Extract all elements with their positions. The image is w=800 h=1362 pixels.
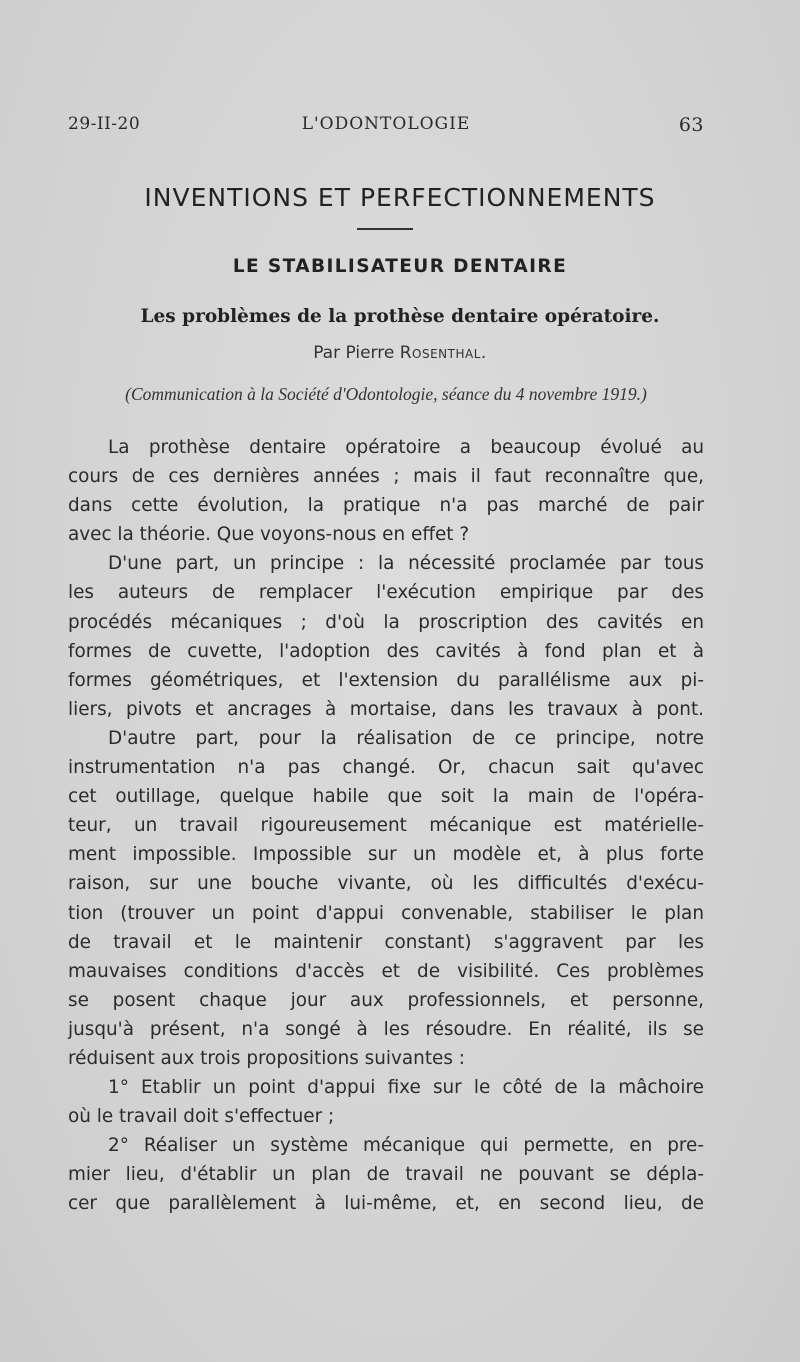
text-line: teur, un travail rigoureusement mécanique est matérielle- [68,815,704,837]
text-line: D'autre part, pour la réalisation de ce principe, notre [108,727,704,749]
text-line: cet outillage, quelque habile que soit la main de l'opéra- [68,786,704,808]
author-prefix: Par Pierre [313,343,395,363]
text-line: 1° Etablir un point d'appui fixe sur le côté de la mâchoire [108,1077,704,1099]
text-line: les auteurs de remplacer l'exécution empirique par des [68,582,704,604]
article-subtitle: Les problèmes de la prothèse dentaire opératoire. [140,306,660,327]
text-line: raison, sur une bouche vivante, où les difficultés d'exécu- [68,873,704,895]
text-line: réduisent aux trois propositions suivantes : [68,1047,465,1069]
author-line [40,343,760,363]
text-line: procédés mécaniques ; d'où la proscription des cavités en [68,611,704,633]
text-line: tion (trouver un point d'appui convenable, stabiliser le plan [68,902,704,924]
title-divider [357,228,413,230]
text-line: formes géométriques, et l'extension du parallélisme aux pi- [68,669,704,691]
text-line: instrumentation n'a pas changé. Or, chacun sait qu'avec [68,757,704,779]
communication-note: (Communication à la Société d'Odontologie, séance du 4 novembre 1919.) [125,384,647,404]
text-line: de travail et le maintenir constant) s'aggravent par les [68,931,704,953]
text-line: avec la théorie. Que voyons-nous en effet ? [68,524,470,546]
text-line: dans cette évolution, la pratique n'a pas marché de pair [68,495,704,517]
section-title: INVENTIONS ET PERFECTIONNEMENTS [144,183,656,212]
text-line: se posent chaque jour aux professionnels, et personne, [68,989,704,1011]
header-date: 29-II-20 [68,114,141,134]
text-line: ment impossible. Impossible sur un modèle et, à plus forte [68,844,704,866]
text-line: 2° Réaliser un système mécanique qui permette, en pre- [108,1135,704,1157]
text-line: D'une part, un principe : la nécessité proclamée par tous [108,553,704,575]
header-journal-title: L'ODONTOLOGIE [301,114,471,134]
text-line: cours de ces dernières années ; mais il faut reconnaître que, [68,466,704,488]
page-number: 63 [678,114,704,136]
text-line: liers, pivots et ancrages à mortaise, dans les travaux à pont. [68,698,704,720]
text-line: cer que parallèlement à lui-même, et, en second lieu, de [68,1193,704,1215]
text-line: mier lieu, d'établir un plan de travail ne pouvant se dépla- [68,1164,704,1186]
text-line: jusqu'à présent, n'a songé à les résoudre. En réalité, ils se [68,1018,704,1040]
text-line: mauvaises conditions d'accès et de visibilité. Ces problèmes [68,960,704,982]
running-head [68,114,704,138]
article-title: LE STABILISATEUR DENTAIRE [232,256,568,277]
text-line: La prothèse dentaire opératoire a beaucoup évolué au [108,437,704,458]
text-line: où le travail doit s'effectuer ; [68,1106,335,1128]
text-line: formes de cuvette, l'adoption des cavités à fond plan et à [68,640,704,662]
author-name: Rosenthal. [399,343,487,363]
article-body [68,433,704,1219]
